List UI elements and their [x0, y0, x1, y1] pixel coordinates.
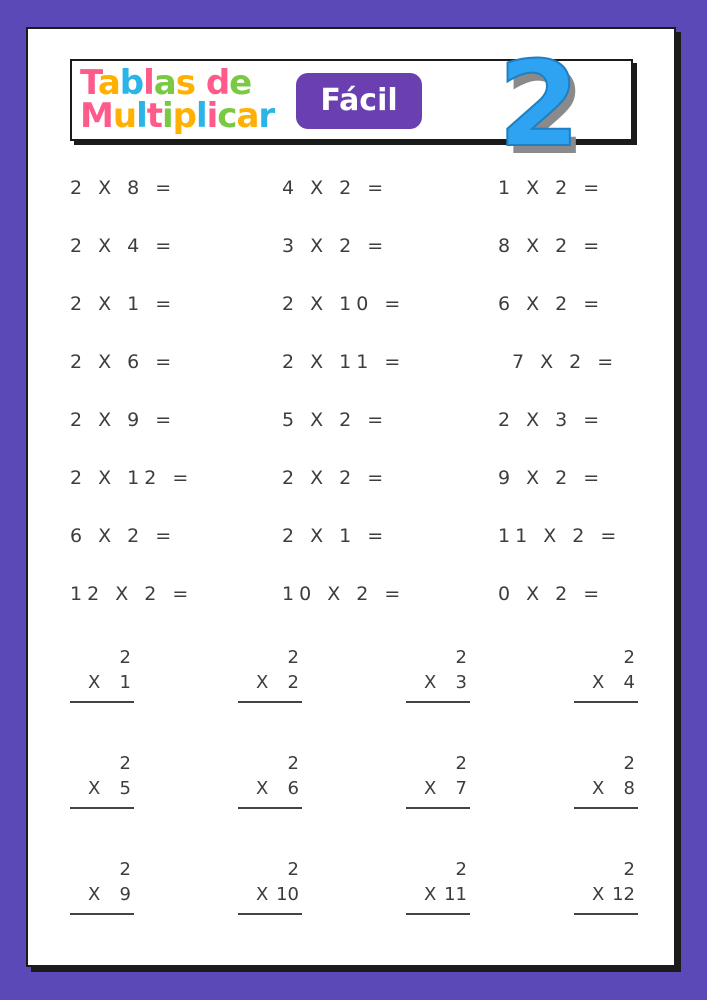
multiplier: 5	[119, 778, 131, 799]
title-letter: e	[229, 63, 252, 103]
multiplication-problem: 2 X 8 =	[70, 177, 177, 199]
multiplicand: 2	[119, 859, 131, 880]
answer-line	[574, 807, 638, 809]
times-sign: X	[424, 672, 437, 693]
multiplication-problem: 2 X 6 =	[70, 351, 177, 373]
title-letter: a	[236, 96, 259, 136]
multiplication-problem: 2 X 1 =	[282, 525, 389, 547]
multiplicand: 2	[623, 647, 635, 668]
vertical-problem	[70, 859, 134, 921]
multiplication-problem: 2 X 3 =	[498, 409, 605, 431]
multiplier: 8	[623, 778, 635, 799]
multiplier: 12	[612, 884, 635, 905]
times-sign: X	[88, 884, 101, 905]
multiplier: 11	[444, 884, 467, 905]
multiplication-problem: 9 X 2 =	[498, 467, 605, 489]
times-sign: X	[424, 778, 437, 799]
title-letter: r	[258, 96, 275, 136]
multiplication-problem: 12 X 2 =	[70, 583, 194, 605]
title-letter: s	[175, 63, 195, 103]
multiplier: 9	[119, 884, 131, 905]
title-letter: l	[143, 63, 154, 103]
title-letter: l	[195, 96, 207, 136]
multiplier: 3	[455, 672, 467, 693]
times-sign: X	[256, 884, 269, 905]
multiplicand: 2	[287, 647, 299, 668]
multiplicand: 2	[455, 859, 467, 880]
times-sign: X	[88, 672, 101, 693]
vertical-problem	[574, 647, 638, 709]
answer-line	[70, 701, 134, 703]
multiplication-problem: 4 X 2 =	[282, 177, 389, 199]
times-sign: X	[256, 672, 269, 693]
answer-line	[406, 701, 470, 703]
multiplication-problem: 6 X 2 =	[498, 293, 605, 315]
title-letter: i	[161, 96, 173, 136]
times-sign: X	[592, 778, 605, 799]
multiplication-problem: 1 X 2 =	[498, 177, 605, 199]
multiplication-problem: 10 X 2 =	[282, 583, 406, 605]
title-letter: a	[153, 63, 176, 103]
title-letter: p	[172, 96, 196, 136]
vertical-problem	[238, 859, 302, 921]
multiplicand: 2	[119, 753, 131, 774]
multiplication-problem: 11 X 2 =	[498, 525, 622, 547]
multiplication-problem: 2 X 12 =	[70, 467, 194, 489]
vertical-problem	[574, 753, 638, 815]
answer-line	[70, 807, 134, 809]
answer-line	[406, 913, 470, 915]
multiplication-problem: 3 X 2 =	[282, 235, 389, 257]
multiplication-problem: 2 X 2 =	[282, 467, 389, 489]
vertical-problem	[406, 753, 470, 815]
multiplicand: 2	[455, 647, 467, 668]
title-letter: T	[80, 63, 98, 103]
title-letter: l	[136, 96, 147, 136]
title-letter: i	[206, 96, 218, 136]
answer-line	[70, 913, 134, 915]
multiplier: 4	[623, 672, 635, 693]
multiplicand: 2	[119, 647, 131, 668]
multiplication-problem: 2 X 11 =	[282, 351, 406, 373]
multiplication-problem: 0 X 2 =	[498, 583, 605, 605]
title-letter: M	[80, 96, 113, 136]
answer-line	[238, 701, 302, 703]
vertical-problems	[28, 29, 674, 965]
worksheet-page	[26, 27, 676, 967]
multiplication-problem: 7 X 2 =	[512, 351, 619, 373]
vertical-problem	[70, 647, 134, 709]
multiplication-problem: 8 X 2 =	[498, 235, 605, 257]
multiplication-problem: 2 X 1 =	[70, 293, 177, 315]
multiplicand: 2	[287, 859, 299, 880]
answer-line	[238, 807, 302, 809]
title-letter: a	[97, 63, 120, 103]
multiplicand: 2	[287, 753, 299, 774]
answer-line	[238, 913, 302, 915]
times-sign: X	[424, 884, 437, 905]
multiplication-problem: 2 X 4 =	[70, 235, 177, 257]
table-number: 2	[498, 35, 581, 173]
vertical-problem	[70, 753, 134, 815]
difficulty-badge: Fácil	[296, 73, 422, 129]
multiplication-problem: 6 X 2 =	[70, 525, 177, 547]
multiplier: 2	[287, 672, 299, 693]
times-sign: X	[592, 672, 605, 693]
title-letter: b	[119, 63, 144, 103]
multiplicand: 2	[455, 753, 467, 774]
vertical-problem	[406, 647, 470, 709]
title-letter: t	[146, 96, 162, 136]
multiplier: 1	[119, 672, 131, 693]
multiplicand: 2	[623, 859, 635, 880]
vertical-problem	[574, 859, 638, 921]
multiplier: 7	[455, 778, 467, 799]
vertical-problem	[238, 753, 302, 815]
answer-line	[574, 701, 638, 703]
multiplication-problem: 2 X 9 =	[70, 409, 177, 431]
times-sign: X	[256, 778, 269, 799]
multiplication-problem: 5 X 2 =	[282, 409, 389, 431]
times-sign: X	[592, 884, 605, 905]
answer-line	[406, 807, 470, 809]
title-letter: c	[217, 96, 237, 136]
vertical-problem	[238, 647, 302, 709]
multiplier: 10	[276, 884, 299, 905]
times-sign: X	[88, 778, 101, 799]
title-letter: u	[112, 96, 137, 136]
answer-line	[574, 913, 638, 915]
title-letter: d	[205, 63, 230, 103]
multiplicand: 2	[623, 753, 635, 774]
vertical-problem	[406, 859, 470, 921]
multiplier: 6	[287, 778, 299, 799]
multiplication-problem: 2 X 10 =	[282, 293, 406, 315]
